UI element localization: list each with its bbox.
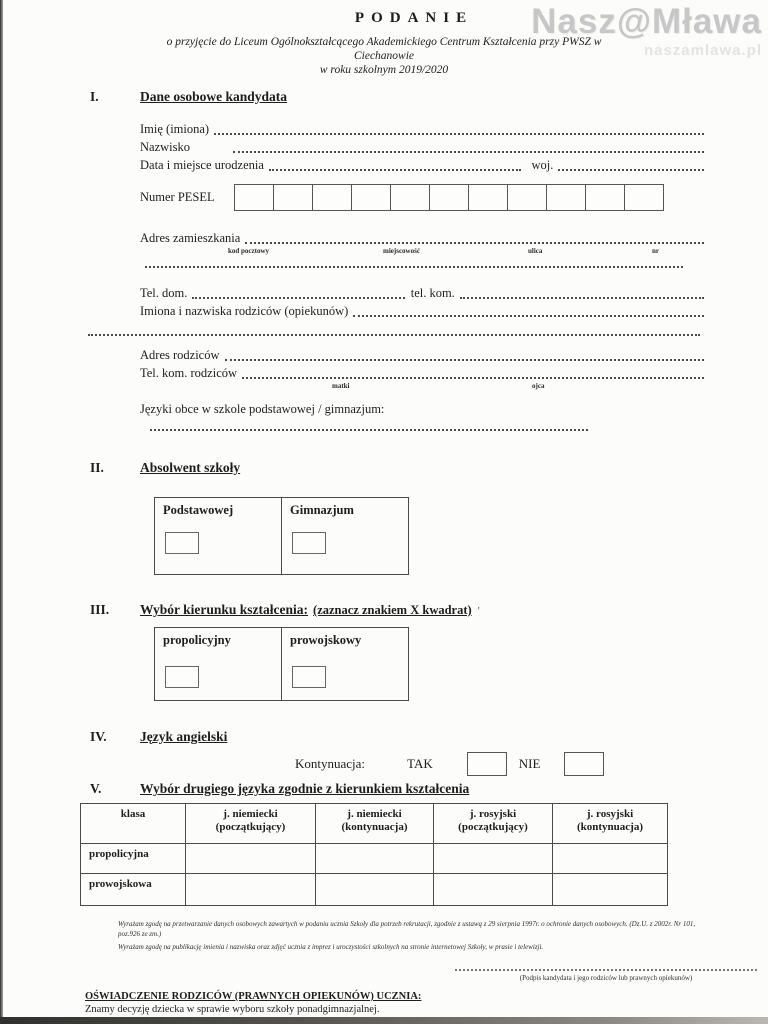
scan-bottom-edge [0, 1017, 768, 1024]
continuation-label: Kontynuacja: [295, 756, 366, 771]
row-label-military-class: prowojskowa [81, 874, 186, 906]
signature-caption: (Podpis kandydata i jego rodziców lub prawnych opiekunów) [519, 974, 693, 982]
signature-block [455, 969, 757, 982]
consent-fine-print [118, 919, 706, 952]
languages-label: Języki obce w szkole podstawowej / gimnazjum: [140, 402, 385, 416]
col-header-russian-continuation [553, 804, 668, 844]
choice-cell[interactable] [434, 874, 553, 906]
parents-phone-label: Tel. kom. rodziców [140, 366, 238, 380]
track-cell-military [282, 628, 409, 701]
header-line1: j. niemiecki [347, 808, 402, 820]
father-sublabel: ojca [532, 382, 545, 390]
parents-declaration [85, 990, 768, 1016]
pesel-digit-box[interactable] [390, 184, 430, 211]
pesel-boxes [235, 184, 664, 211]
pesel-digit-box[interactable] [273, 184, 313, 211]
gymnasium-checkbox[interactable] [292, 532, 326, 554]
parents-phone-sublabels [0, 382, 768, 393]
parents-names-input-line[interactable] [353, 315, 704, 317]
choice-cell[interactable] [186, 874, 316, 906]
home-phone-label: Tel. dom. [140, 286, 188, 300]
mother-sublabel: matki [332, 382, 350, 390]
section-3-title: Wybór kierunku kształcenia: [140, 602, 309, 617]
yes-checkbox[interactable] [467, 752, 507, 776]
section-4-heading [90, 729, 768, 745]
pesel-digit-box[interactable] [546, 184, 586, 211]
parents-address-label: Adres rodziców [140, 348, 220, 362]
birth-row [140, 156, 706, 174]
number-sublabel: nr [652, 247, 659, 255]
section-4-title: Język angielski [140, 729, 228, 744]
form-title: PODANIE [354, 10, 474, 26]
section-3-tick-mark: ' [477, 605, 480, 617]
section-5-number: V. [90, 781, 102, 796]
parents-names-input-line-2[interactable] [88, 334, 700, 336]
surname-input-line[interactable] [233, 151, 704, 153]
col-header-class: klasa [81, 804, 186, 844]
col-header-german-continuation [316, 804, 434, 844]
consent-paragraph-2: Wyrażam zgodę na publikację imienia i nazwiska oraz zdjęć ucznia z imprez i uroczystości szkolnych na stronie internetowej Szkoły, w prasie i telewizji. [118, 943, 544, 951]
row-label-police-class: propolicyjna [81, 844, 186, 874]
street-sublabel: ulica [528, 247, 543, 255]
section-5-title: Wybór drugiego języka zgodnie z kierunkiem kształcenia [140, 781, 470, 796]
section-3-number: III. [90, 602, 110, 617]
school-type-cell-primary [155, 498, 282, 575]
pesel-digit-box[interactable] [585, 184, 625, 211]
section-3-heading [90, 602, 768, 618]
section-1-heading [90, 89, 768, 105]
first-name-row [140, 120, 706, 138]
surname-label: Nazwisko [140, 140, 190, 154]
section-1-number: I. [90, 89, 99, 104]
choice-cell[interactable] [553, 874, 668, 906]
birth-label: Data i miejsce urodzenia [140, 158, 264, 172]
parents-address-row [140, 346, 706, 364]
gymnasium-label: Gimnazjum [290, 503, 354, 517]
subtitle-line3: w roku szkolnym 2019/2020 [319, 64, 449, 76]
military-track-label: prowojskowy [290, 633, 362, 647]
section-5-heading [90, 781, 768, 797]
pesel-digit-box[interactable] [624, 184, 664, 211]
pesel-digit-box[interactable] [234, 184, 274, 211]
section-2-title: Absolwent szkoły [140, 460, 241, 475]
languages-input-line[interactable] [150, 429, 588, 431]
header-line2: (początkujący) [458, 821, 528, 833]
first-name-input-line[interactable] [214, 133, 704, 135]
address-input-line[interactable] [245, 242, 704, 244]
watermark-sub: naszamlawa.pl [643, 42, 762, 59]
second-language-table [80, 803, 668, 906]
address-label: Adres zamieszkania [140, 231, 241, 245]
choice-cell[interactable] [434, 844, 553, 874]
primary-school-label: Podstawowej [163, 503, 234, 517]
pesel-digit-box[interactable] [507, 184, 547, 211]
choice-cell[interactable] [316, 874, 434, 906]
first-name-label: Imię (imiona) [140, 122, 210, 136]
section-2-heading [90, 460, 768, 476]
header-line1: j. rosyjski [469, 808, 517, 820]
military-track-checkbox[interactable] [292, 666, 326, 688]
header-line2: (kontynuacja) [341, 821, 408, 833]
header-line2: (początkujący) [215, 821, 286, 833]
police-track-label: propolicyjny [163, 633, 231, 647]
pesel-digit-box[interactable] [351, 184, 391, 211]
subtitle-line1: o przyjęcie do Liceum Ogólnokształcącego Akademickiego Centrum Kształcenia przy PWSZ w [166, 36, 602, 48]
voivodeship-label: woj. [531, 158, 554, 172]
header-line1: j. niemiecki [223, 808, 278, 820]
section-4-number: IV. [90, 729, 107, 744]
parents-address-input-line[interactable] [225, 359, 705, 361]
address-sublabels [0, 247, 768, 258]
choice-cell[interactable] [553, 844, 668, 874]
signature-line[interactable] [455, 969, 757, 971]
declaration-heading: OŚWIADCZENIE RODZICÓW (PRAWNYCH OPIEKUNÓW) UCZNIA: [85, 991, 422, 1002]
choice-cell[interactable] [316, 844, 434, 874]
consent-paragraph-1: Wyrażam zgodę na przetwarzanie danych osobowych zawartych w podaniu ucznia Szkoły dla potrzeb rekrutacji, zgodnie z ustawą z 29 sierpnia 1997r. o ochronie danych osobowych. (Dz.U. z 2002r. Nr 101, poz.926 ze zm.) [118, 920, 696, 938]
header-line1: j. rosyjski [586, 808, 634, 820]
birth-input-line[interactable] [269, 169, 522, 171]
languages-row [140, 400, 706, 418]
watermark-main: Nasz@Mława [531, 2, 762, 41]
pesel-row [140, 184, 768, 211]
table-row-police-class [81, 844, 668, 874]
mobile-phone-label: tel. kom. [410, 286, 455, 300]
scan-left-edge [0, 0, 3, 1024]
declaration-text: Znamy decyzję dziecka w sprawie wyboru szkoły ponadgimnazjalnej. [85, 1004, 380, 1015]
city-sublabel: miejscowość [383, 247, 420, 255]
english-continuation-row [295, 751, 768, 777]
postal-code-sublabel: kod pocztowy [228, 247, 270, 255]
no-checkbox[interactable] [564, 752, 604, 776]
parents-phone-row [140, 364, 706, 382]
no-label: NIE [518, 756, 541, 771]
form-subtitle [40, 35, 728, 77]
header-line2: (kontynuacja) [576, 821, 643, 833]
track-cell-police [155, 628, 282, 701]
school-type-table [154, 497, 409, 575]
police-track-checkbox[interactable] [165, 666, 199, 688]
section-3-hint: (zaznacz znakiem X kwadrat) [313, 603, 472, 617]
section-1-title: Dane osobowe kandydata [140, 89, 288, 104]
parents-phone-input-line[interactable] [242, 377, 704, 379]
track-choice-table [154, 627, 409, 701]
subtitle-line2: Ciechanowie [353, 50, 415, 62]
primary-school-checkbox[interactable] [165, 532, 199, 554]
pesel-label: Numer PESEL [140, 190, 215, 204]
section-2-number: II. [90, 460, 104, 475]
mobile-phone-input-line[interactable] [460, 297, 704, 299]
voivodeship-input-line[interactable] [558, 169, 704, 171]
parents-names-label: Imiona i nazwiska rodziców (opiekunów) [140, 304, 349, 318]
surname-row [140, 138, 706, 156]
yes-label: TAK [407, 756, 433, 771]
pesel-digit-box[interactable] [429, 184, 469, 211]
address-row [140, 229, 706, 247]
address-input-line-2[interactable] [145, 266, 683, 268]
pesel-digit-box[interactable] [468, 184, 508, 211]
table-row-military-class [81, 874, 668, 906]
parents-names-row [140, 302, 706, 320]
pesel-digit-box[interactable] [312, 184, 352, 211]
home-phone-input-line[interactable] [192, 297, 404, 299]
phone-row [140, 284, 706, 302]
choice-cell[interactable] [186, 844, 316, 874]
col-header-russian-beginner [434, 804, 553, 844]
col-header-german-beginner [186, 804, 316, 844]
school-type-cell-gymnasium [282, 498, 409, 575]
